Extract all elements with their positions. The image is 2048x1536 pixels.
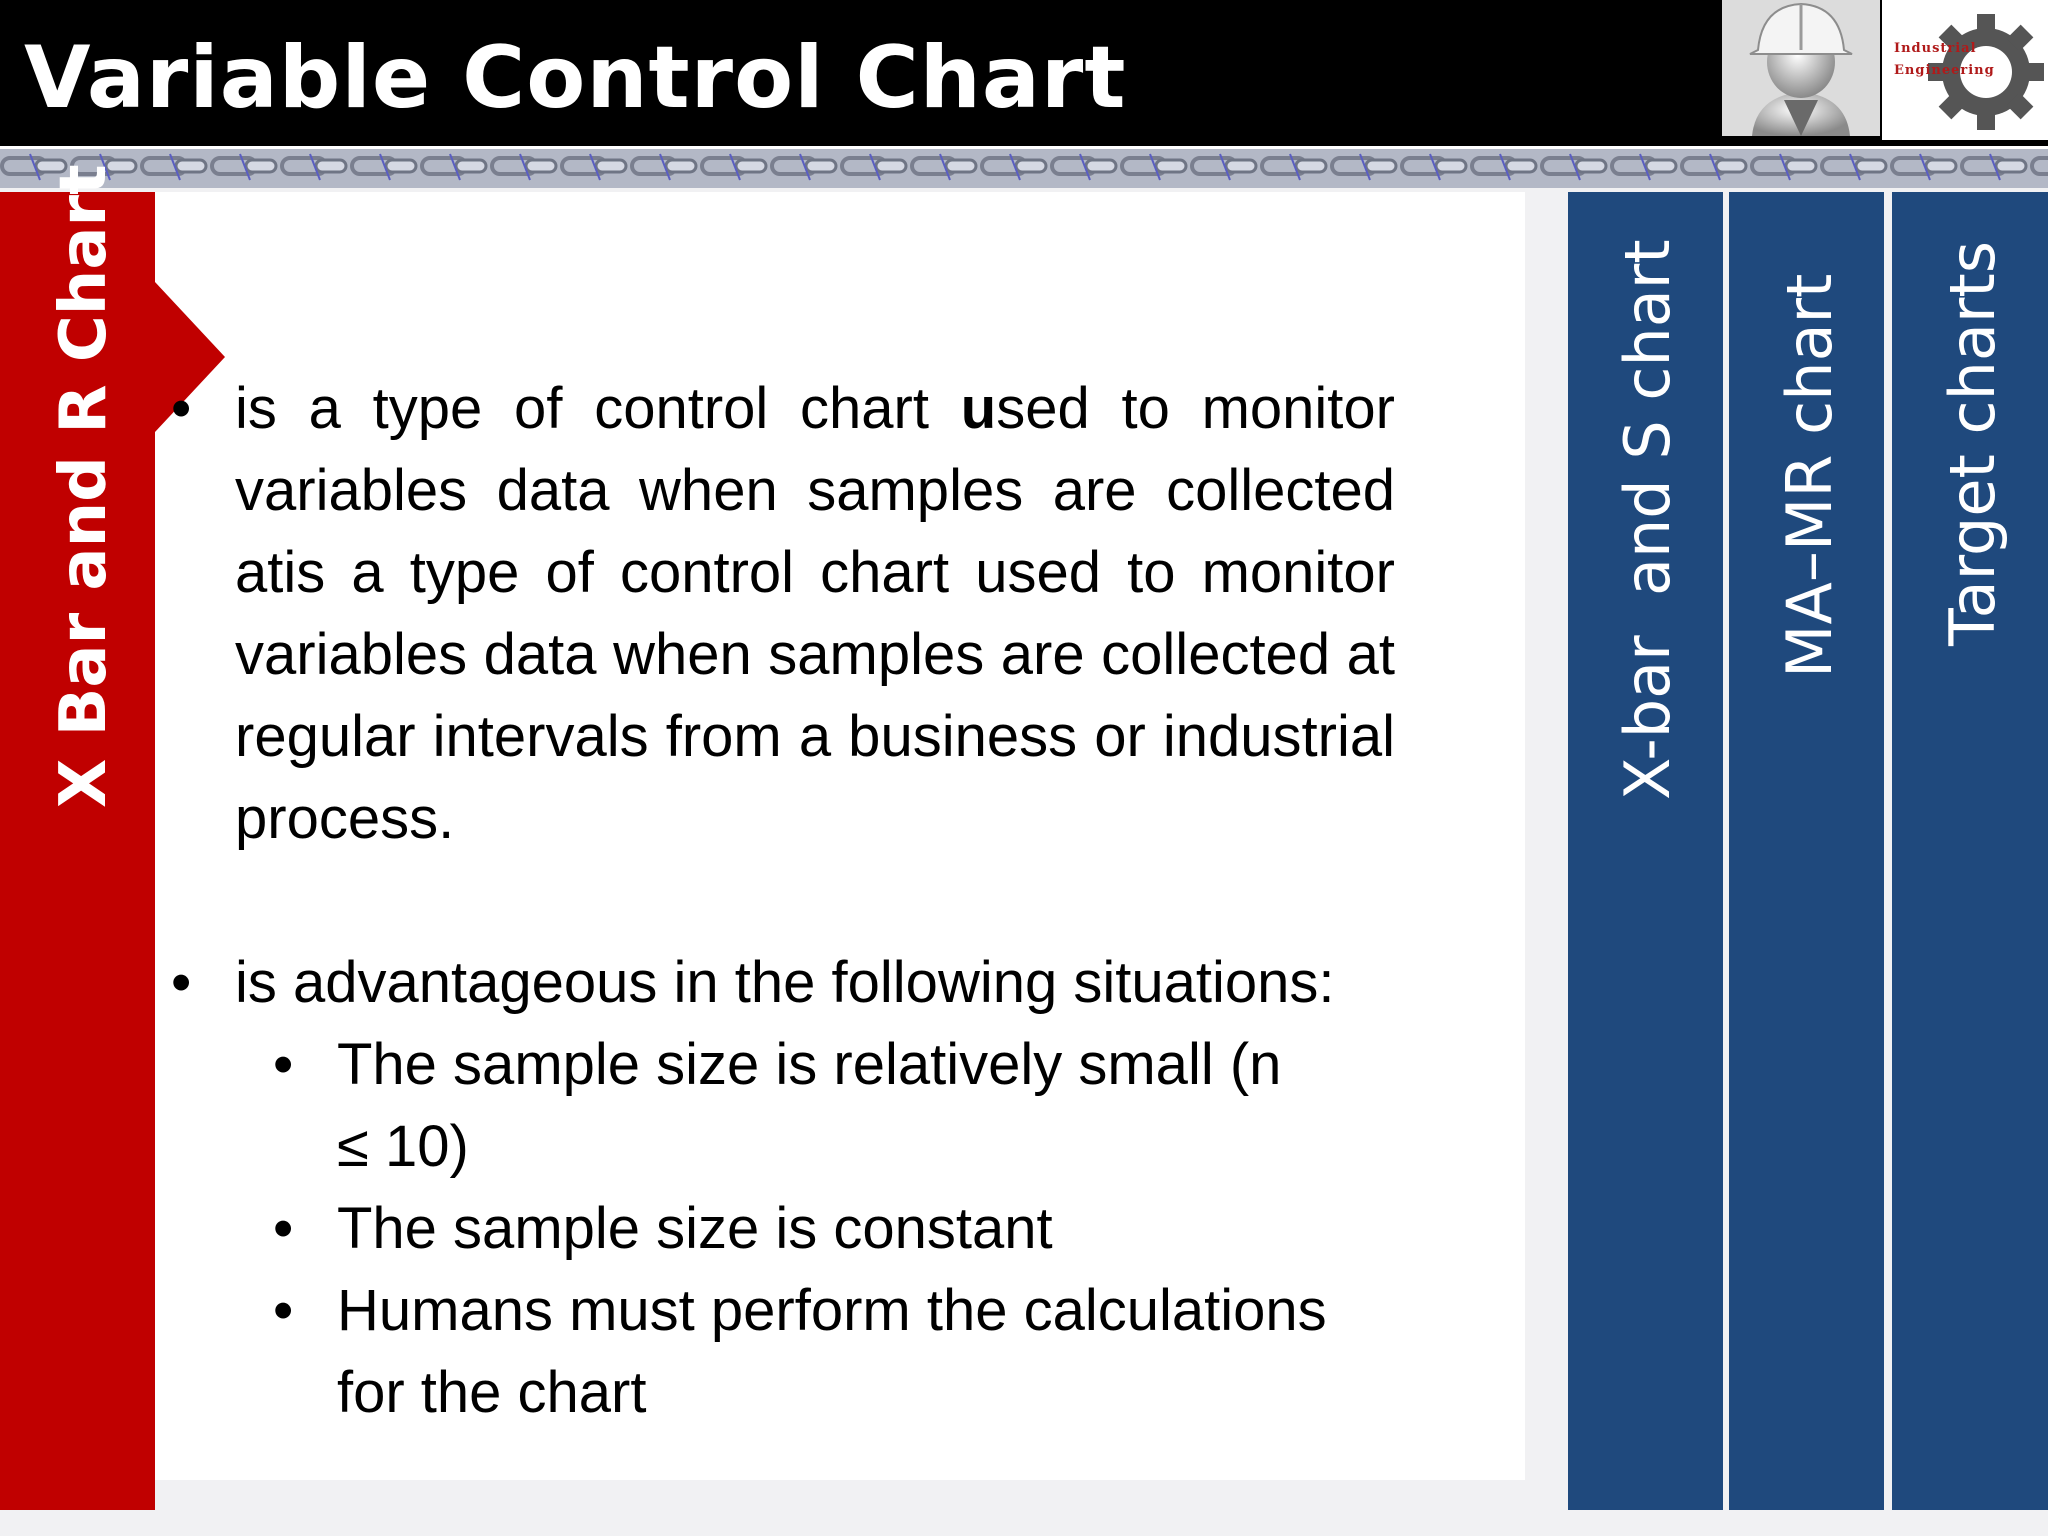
situation-text: The sample size is constant (337, 1196, 1053, 1261)
logo-text: Industrial Engineering (1894, 41, 1995, 78)
tab-ma-mr-label: MA–MR chart (1773, 273, 1846, 678)
bullet-advantages (165, 942, 1395, 1024)
situation-text: The sample size is relatively small (n ≤ 10) (337, 1032, 1282, 1179)
worker-logo-icon (1722, 0, 1880, 136)
bullet-definition (165, 368, 1395, 860)
chain-divider (0, 146, 2048, 188)
slide-title: Variable Control Chart (24, 28, 1127, 128)
slide-body (165, 368, 1395, 1434)
tab-target-label: Target charts (1936, 241, 2009, 646)
situation-text: Humans must perform the calculations for the chart (337, 1278, 1327, 1425)
definition-lead: is a type of control chart (235, 376, 961, 441)
industrial-engineering-logo (1882, 0, 2048, 140)
advantages-lead: is advantageous in the following situations: (235, 950, 1335, 1015)
situation-item (165, 1024, 1395, 1188)
tab-xbar-r-label: X Bar and R Chart (47, 164, 121, 808)
definition-rest: sed to monitor variables data when samples are collected atis a type of control chart used to monitor variables data when samples are collected at regular intervals from a business or industrial process. (235, 376, 1395, 851)
situation-item (165, 1188, 1395, 1270)
bullet-icon: • (273, 1196, 294, 1261)
bullet-icon: • (171, 376, 192, 441)
tab-xbar-s-label: X-bar and S chart (1611, 239, 1684, 800)
situation-item (165, 1270, 1395, 1434)
bullet-icon: • (171, 950, 192, 1015)
header-bar (0, 0, 2048, 146)
definition-bold: u (960, 376, 997, 441)
bullet-icon: • (273, 1278, 294, 1343)
bullet-icon: • (273, 1032, 294, 1097)
